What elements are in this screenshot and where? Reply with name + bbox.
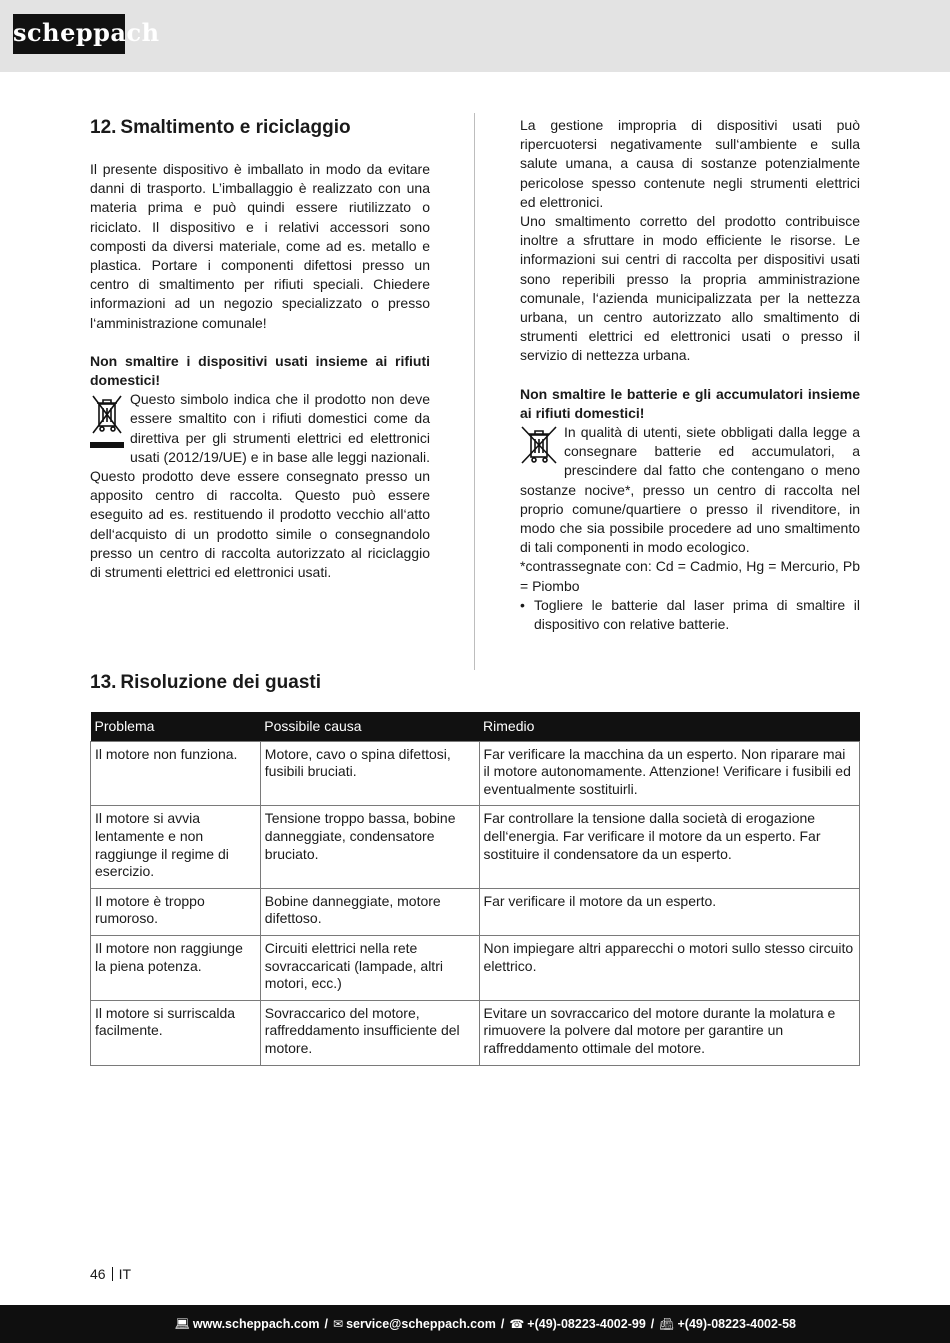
section-12-heading bbox=[90, 116, 430, 140]
weee-symbol-paragraph: Questo simbolo indica che il prodotto non deve essere smaltito con i rifiuti domestici come da direttiva per gli strumenti elettrici ed elettronici usati (2012/19/UE) e in base alle leggi nazionali. Questo prodotto deve essere consegnato presso un apposito centro di raccolta. Questo può essere eseguito ad es. restituendo il prodotto vecchio all‘atto dell‘acquisto di un prodotto simile o consegnandolo presso un centro di raccolta autorizzato al riciclaggio di strumenti elettrici ed elettronici usati. bbox=[90, 391, 430, 581]
remedy-cell: Far verificare la macchina da un esperto. Non riparare mai il motore autonomamente. Attenzione! Verificare i fusibili ed eventualmente sostituirli. bbox=[479, 741, 859, 806]
section-number: 13. bbox=[90, 672, 117, 693]
table-row bbox=[91, 935, 860, 1000]
left-column bbox=[90, 116, 430, 582]
remedy-cell: Evitare un sovraccarico del motore durante la molatura e rimuovere la polvere dal motore per garantire un raffreddamento ottimale del motore. bbox=[479, 1000, 859, 1065]
footer-separator: / bbox=[324, 1317, 329, 1331]
table-header-row bbox=[91, 712, 860, 741]
problem-cell: Il motore si surriscalda facilmente. bbox=[91, 1000, 261, 1065]
table-row bbox=[91, 806, 860, 888]
devices-warning-heading: Non smaltire i dispositivi usati insieme ai rifiuti domestici! bbox=[90, 352, 430, 389]
substances-legend: *contrassegnate con: Cd = Cadmio, Hg = Mercurio, Pb = Piombo bbox=[520, 558, 860, 594]
email-link[interactable]: service@scheppach.com bbox=[346, 1317, 496, 1331]
section-title: Risoluzione dei guasti bbox=[120, 672, 321, 693]
fax-icon: 📠︎ bbox=[659, 1317, 675, 1331]
scheppach-logo: scheppach bbox=[13, 14, 125, 54]
header-band bbox=[0, 0, 950, 72]
phone-icon: ☎︎ bbox=[509, 1317, 525, 1331]
proper-disposal-paragraph: Uno smaltimento corretto del prodotto contribuisce inoltre a sfruttare in modo efficiente le risorse. Le informazioni sui centri di raccolta per dispositivi usati sono reperibili presso la propria amministrazione comunale, l‘azienda municipalizzata per la nettezza urbana, un centro autorizzato allo smaltimento di strumenti elettrici ed elettronici usati o presso il servizio di nettezza urbana. bbox=[520, 213, 860, 364]
right-column bbox=[520, 116, 860, 634]
table-row bbox=[91, 741, 860, 806]
cause-cell: Circuiti elettrici nella rete sovraccaricati (lampade, altri motori, ecc.) bbox=[260, 935, 479, 1000]
cause-cell: Tensione troppo bassa, bobine danneggiate, condensatore bruciato. bbox=[260, 806, 479, 888]
batteries-paragraph: In qualità di utenti, siete obbligati dalla legge a consegnare batterie ed accumulatori, a prescindere dal fatto che contengano o meno sostanze nocive*, presso un centro di raccolta nel proprio comune/quartiere o presso il rivenditore, in modo che sia possibile procedere ad uno smaltimento di tali componenti in modo ecologico. bbox=[520, 424, 860, 556]
header-cause: Possibile causa bbox=[260, 712, 479, 741]
environment-impact-paragraph: La gestione impropria di dispositivi usati può ripercuotersi negativamente sull‘ambiente e sulla salute umana, a causa di sostanze potenzialmente pericolose spesso contenute negli strumenti elettrici ed elettronici. bbox=[520, 117, 860, 210]
batteries-warning-heading: Non smaltire le batterie e gli accumulatori insieme ai rifiuti domestici! bbox=[520, 385, 860, 421]
remedy-cell: Far controllare la tensione dalla società di erogazione dell‘energia. Far verificare il motore da un esperto. Far sostituire il condensatore da un esperto. bbox=[479, 806, 859, 888]
problem-cell: Il motore si avvia lentamente e non raggiunge il regime di esercizio. bbox=[91, 806, 261, 888]
problem-cell: Il motore è troppo rumoroso. bbox=[91, 888, 261, 935]
header-problem: Problema bbox=[91, 712, 261, 741]
section-number: 12. bbox=[90, 117, 117, 138]
section-13-heading bbox=[90, 671, 321, 695]
table-row bbox=[91, 1000, 860, 1065]
computer-icon: 💻︎ bbox=[174, 1317, 190, 1331]
remedy-cell: Non impiegare altri apparecchi o motori sullo stesso circuito elettrico. bbox=[479, 935, 859, 1000]
phone-number[interactable]: +(49)-08223-4002-99 bbox=[527, 1317, 646, 1331]
footer-separator: / bbox=[500, 1317, 505, 1331]
troubleshooting-table bbox=[90, 712, 860, 1066]
footer-separator: / bbox=[650, 1317, 655, 1331]
website-link[interactable]: www.scheppach.com bbox=[192, 1317, 320, 1331]
footer-contact-bar bbox=[0, 1305, 950, 1343]
page-number-separator bbox=[112, 1267, 113, 1281]
remedy-cell: Far verificare il motore da un esperto. bbox=[479, 888, 859, 935]
packaging-paragraph: Il presente dispositivo è imballato in modo da evitare danni di trasporto. L’imballaggio è realizzato con una materia prima e può quindi essere riutilizzato o riciclato. Il dispositivo e i relativi accessori sono composti da diversi materiale, come ad es. metallo e plastica. Portare i componenti difettosi presso un centro di smaltimento per rifiuti speciali. Chiedere informazioni ad un negozio specializzato o presso l‘amministrazione comunale! bbox=[90, 161, 430, 331]
cause-cell: Sovraccarico del motore, raffreddamento insufficiente del motore. bbox=[260, 1000, 479, 1065]
bullet-item bbox=[520, 596, 860, 634]
section-title: Smaltimento e riciclaggio bbox=[120, 117, 351, 138]
header-remedy: Rimedio bbox=[479, 712, 859, 741]
weee-crossed-bin-icon bbox=[90, 392, 124, 456]
problem-cell: Il motore non raggiunge la piena potenza. bbox=[91, 935, 261, 1000]
table-row bbox=[91, 888, 860, 935]
problem-cell: Il motore non funziona. bbox=[91, 741, 261, 806]
page-language: IT bbox=[118, 1266, 132, 1282]
cause-cell: Motore, cavo o spina difettosi, fusibili bruciati. bbox=[260, 741, 479, 806]
fax-number[interactable]: +(49)-08223-4002-58 bbox=[677, 1317, 796, 1331]
bullet-text: Togliere le batterie dal laser prima di smaltire il dispositivo con relative batterie. bbox=[534, 596, 860, 633]
bullet-marker: • bbox=[520, 596, 525, 613]
page-number bbox=[90, 1265, 131, 1283]
column-divider bbox=[474, 113, 475, 670]
cause-cell: Bobine danneggiate, motore difettoso. bbox=[260, 888, 479, 935]
page-number-value: 46 bbox=[90, 1266, 106, 1282]
mail-icon: ✉︎ bbox=[333, 1317, 344, 1331]
battery-crossed-bin-icon bbox=[520, 425, 558, 465]
